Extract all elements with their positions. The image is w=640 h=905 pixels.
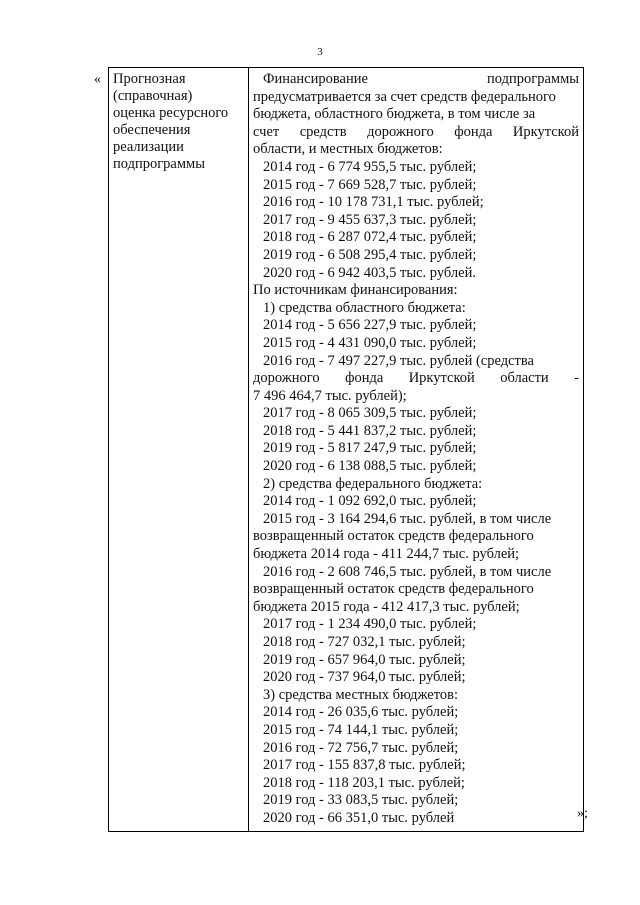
federal-year-continuation: возвращенный остаток средств федерального [253, 581, 534, 598]
label-line: обеспечения [113, 122, 191, 138]
regional-year-line [253, 353, 579, 371]
total-year-line: 2014 год - 6 774 955,5 тыс. рублей; [263, 158, 477, 175]
total-year-line: 2015 год - 7 669 528,7 тыс. рублей; [263, 176, 477, 193]
regional-2016-word: области [500, 370, 549, 387]
intro-line [253, 124, 579, 142]
regional-year-line: 2019 год - 5 817 247,9 тыс. рублей; [263, 440, 477, 457]
federal-year-line: 2019 год - 657 964,0 тыс. рублей; [263, 651, 466, 668]
intro-line [253, 71, 579, 89]
total-year-line: 2020 год - 6 942 403,5 тыс. рублей. [263, 264, 476, 281]
local-budget-heading: 3) средства местных бюджетов: [263, 686, 459, 703]
opening-quote-mark: « [94, 72, 101, 87]
regional-2016-word: - [574, 370, 579, 387]
regional-budget-heading: 1) средства областного бюджета: [263, 299, 466, 316]
local-year-line: 2014 год - 26 035,6 тыс. рублей; [263, 704, 459, 721]
intro-word: подпрограммы [487, 71, 579, 87]
intro-word: Иркутской [512, 123, 579, 140]
federal-year-continuation: бюджета 2015 года - 412 417,3 тыс. рублей; [253, 598, 520, 615]
regional-2016-text: 2016 год - 7 497 227,9 тыс. рублей (средства [263, 352, 534, 369]
intro-word: дорожного [367, 123, 434, 140]
regional-2016-word: Иркутской [408, 370, 475, 387]
intro-line: области, и местных бюджетов: [253, 141, 443, 158]
local-year-line: 2018 год - 118 203,1 тыс. рублей; [263, 774, 465, 791]
regional-year-line: 2018 год - 5 441 837,2 тыс. рублей; [263, 422, 477, 439]
federal-year-line: 2020 год - 737 964,0 тыс. рублей; [263, 669, 466, 686]
row-label-cell [109, 68, 249, 832]
regional-2016-word: дорожного [253, 370, 320, 387]
federal-year-line: 2014 год - 1 092 692,0 тыс. рублей; [263, 493, 477, 510]
regional-2016-word: фонда [345, 370, 384, 387]
local-year-line: 2017 год - 155 837,8 тыс. рублей; [263, 757, 466, 774]
local-year-line: 2016 год - 72 756,7 тыс. рублей; [263, 739, 459, 756]
federal-budget-heading: 2) средства федерального бюджета: [263, 475, 483, 492]
local-year-line: 2019 год - 33 083,5 тыс. рублей; [263, 792, 459, 809]
regional-year-line: 2015 год - 4 431 090,0 тыс. рублей; [263, 334, 477, 351]
local-year-line: 2015 год - 74 144,1 тыс. рублей; [263, 721, 459, 738]
total-year-line: 2018 год - 6 287 072,4 тыс. рублей; [263, 229, 477, 246]
total-year-line: 2016 год - 10 178 731,1 тыс. рублей; [263, 194, 484, 211]
regional-year-continuation: 7 496 464,7 тыс. рублей); [253, 387, 407, 404]
federal-year-continuation: бюджета 2014 года - 411 244,7 тыс. рублей; [253, 546, 520, 563]
regional-year-continuation [253, 370, 579, 388]
regional-year-line: 2014 год - 5 656 227,9 тыс. рублей; [263, 317, 477, 334]
subprogram-passport-table [108, 67, 584, 832]
label-line: (справочная) [113, 88, 193, 104]
closing-quote-mark: »; [577, 806, 588, 821]
label-line: реализации [113, 139, 184, 155]
intro-word: фонда [454, 123, 493, 140]
federal-year-line: 2018 год - 727 032,1 тыс. рублей; [263, 634, 466, 650]
federal-year-continuation: возвращенный остаток средств федерального [253, 528, 534, 545]
intro-word: счет [253, 123, 280, 140]
label-line: подпрограммы [113, 156, 205, 172]
total-year-line: 2017 год - 9 455 637,3 тыс. рублей; [263, 211, 477, 228]
page-number: 3 [317, 46, 323, 58]
intro-word: средств [299, 123, 347, 140]
federal-year-line: 2017 год - 1 234 490,0 тыс. рублей; [263, 616, 477, 633]
label-line: оценка ресурсного [113, 105, 229, 121]
intro-word: Финансирование [263, 71, 368, 87]
total-year-line: 2019 год - 6 508 295,4 тыс. рублей; [263, 246, 477, 263]
intro-line: предусматривается за счет средств федерального [253, 88, 556, 105]
row-content-cell [249, 68, 584, 832]
regional-year-line: 2020 год - 6 138 088,5 тыс. рублей; [263, 458, 477, 475]
federal-year-line: 2015 год - 3 164 294,6 тыс. рублей, в том числе [263, 510, 552, 527]
federal-year-line: 2016 год - 2 608 746,5 тыс. рублей, в том числе [263, 563, 552, 580]
sources-heading: По источникам финансирования: [253, 282, 458, 299]
regional-year-line: 2017 год - 8 065 309,5 тыс. рублей; [263, 405, 477, 422]
local-year-line: 2020 год - 66 351,0 тыс. рублей [263, 809, 455, 826]
intro-line: бюджета, областного бюджета, в том числе за [253, 106, 536, 123]
label-line: Прогнозная [113, 71, 186, 87]
resource-estimate-row [109, 68, 584, 832]
